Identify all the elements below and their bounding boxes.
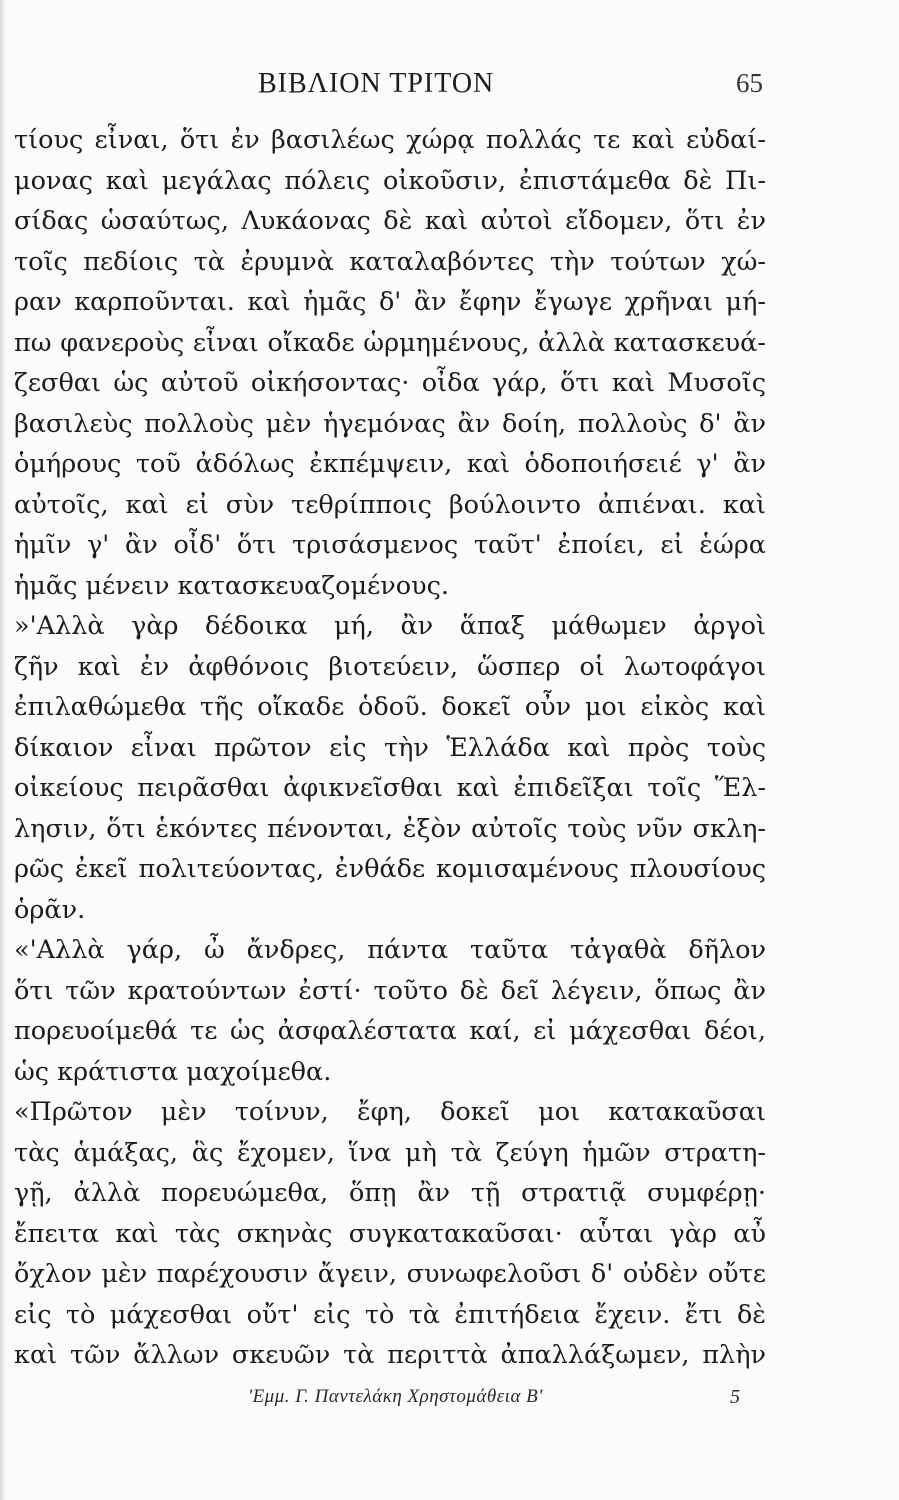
paragraph-end-line: ἡμᾶς μένειν κατασκευαζομένους. [14, 570, 450, 601]
text-line: τίους εἶναι, ὅτι ἐν βασιλέως χώρᾳ πολλάς τε καὶ εὐδαί- [14, 125, 766, 155]
text-line: μονας καὶ μεγάλας πόλεις οἰκοῦσιν, ἐπιστάμεθα δὲ Πι- [14, 165, 766, 196]
footer-signature: 5 [730, 1386, 740, 1408]
text-line: ἡμῖν γ' ἂν οἶδ' ὅτι τρισάσμενος ταῦτ' ἐποίει, εἰ ἑώρα [14, 530, 766, 560]
text-line: «Πρῶτον μὲν τοίνυν, ἔφη, δοκεῖ μοι κατακαῦσαι [14, 1097, 766, 1127]
text-line: γῇ, ἀλλὰ πορευώμεθα, ὅπῃ ἂν τῇ στρατιᾷ συμφέρῃ· [14, 1178, 766, 1208]
text-line: πω φανεροὺς εἶναι οἴκαδε ὡρμημένους, ἀλλὰ κατασκευά- [14, 327, 766, 358]
text-line: ζεσθαι ὡς αὐτοῦ οἰκήσοντας· οἶδα γάρ, ὅτι καὶ Μυσοῖς [14, 368, 766, 398]
text-line: δίκαιον εἶναι πρῶτον εἰς τὴν Ἑλλάδα καὶ πρὸς τοὺς [14, 732, 766, 763]
text-line: εἰς τὸ μάχεσθαι οὔτ' εἰς τὸ τὰ ἐπιτήδεια ἔχειν. ἔτι δὲ [14, 1299, 766, 1330]
paragraph-end-line: ὡς κράτιστα μαχοίμεθα. [14, 1056, 332, 1087]
page-number: 65 [736, 68, 763, 98]
footer-source: 'Εμμ. Γ. Παντελάκη Χρηστομάθεια Β' [248, 1386, 543, 1407]
text-line: αὐτοῖς, καὶ εἰ σὺν τεθρίπποις βούλοιντο ἀπιέναι. καὶ [14, 489, 766, 520]
text-line: »'Αλλὰ γὰρ δέδοικα μή, ἂν ἅπαξ μάθωμεν ἀργοὶ [14, 611, 766, 641]
text-line: τοῖς πεδίοις τὰ ἐρυμνὰ καταλαβόντες τὴν τούτων χώ- [14, 246, 766, 277]
text-line: «'Αλλὰ γάρ, ὦ ἄνδρες, πάντα ταῦτα τἀγαθὰ δῆλον [14, 935, 766, 965]
text-line: σίδας ὡσαύτως, Λυκάονας δὲ καὶ αὐτοὶ εἴδομεν, ὅτι ἐν [14, 206, 766, 236]
page-edge [0, 0, 6, 1500]
text-line: βασιλεὺς πολλοὺς μὲν ἡγεμόνας ἂν δοίη, πολλοὺς δ' ἂν [14, 408, 766, 439]
text-line: ὄχλον μὲν παρέχουσιν ἄγειν, συνωφελοῦσι δ' οὐδὲν οὔτε [14, 1259, 766, 1289]
text-line: ραν καρποῦνται. καὶ ἡμᾶς δ' ἂν ἔφην ἔγωγε χρῆναι μή- [14, 287, 766, 317]
text-line: τὰς ἁμάξας, ἃς ἔχομεν, ἵνα μὴ τὰ ζεύγη ἡμῶν στρατη- [14, 1137, 766, 1168]
body-text [14, 120, 766, 1376]
running-head [0, 68, 899, 108]
text-line: ὁμήρους τοῦ ἀδόλως ἐκπέμψειν, καὶ ὁδοποιήσειέ γ' ἂν [14, 449, 766, 479]
text-line: ἔπειτα καὶ τὰς σκηνὰς συγκατακαῦσαι· αὗται γὰρ αὖ [14, 1218, 766, 1249]
paragraph-end-line: ὁρᾶν. [14, 894, 86, 925]
text-line: ζῆν καὶ ἐν ἀφθόνοις βιοτεύειν, ὥσπερ οἱ λωτοφάγοι [14, 651, 766, 682]
text-line: καὶ τῶν ἄλλων σκευῶν τὰ περιττὰ ἀπαλλάξωμεν, πλὴν [14, 1340, 766, 1370]
page-footer [0, 1386, 899, 1416]
text-line: πορευοίμεθά τε ὡς ἀσφαλέστατα καί, εἰ μάχεσθαι δέοι, [14, 1016, 766, 1046]
text-line: ρῶς ἐκεῖ πολιτεύοντας, ἐνθάδε κομισαμένους πλουσίους [14, 854, 766, 884]
running-title: ΒΙΒΛΙΟΝ ΤΡΙΤΟΝ [258, 68, 495, 99]
text-line: οἰκείους πειρᾶσθαι ἀφικνεῖσθαι καὶ ἐπιδεῖξαι τοῖς Ἕλ- [14, 773, 766, 803]
text-line: ὅτι τῶν κρατούντων ἐστί· τοῦτο δὲ δεῖ λέγειν, ὅπως ἂν [14, 975, 766, 1006]
text-line: ἐπιλαθώμεθα τῆς οἴκαδε ὁδοῦ. δοκεῖ οὖν μοι εἰκὸς καὶ [14, 692, 766, 722]
text-line: λησιν, ὅτι ἑκόντες πένονται, ἐξὸν αὐτοῖς τοὺς νῦν σκλη- [14, 813, 766, 844]
